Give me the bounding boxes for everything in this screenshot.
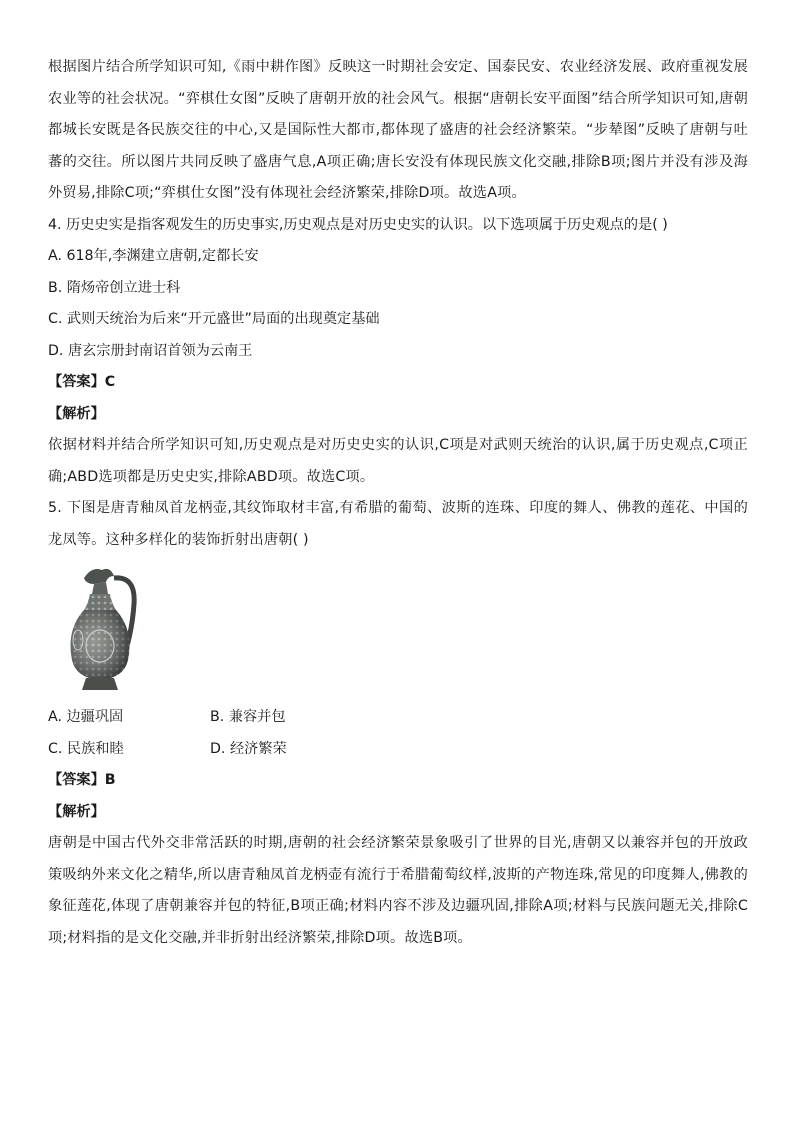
q5-answer: 【答案】B xyxy=(48,772,116,788)
q5-options-row-1 xyxy=(48,702,748,734)
q4-analysis-label: 【解析】 xyxy=(48,405,105,422)
q5-stem: 5. 下图是唐青釉凤首龙柄壶,其纹饰取材丰富,有希腊的葡萄、波斯的连珠、印度的舞人、佛教的莲花、中国的龙凤等。这种多样化的装饰折射出唐朝( ) xyxy=(48,500,748,548)
q4-answer: 【答案】C xyxy=(48,374,116,390)
q5-option-d: D. 经济繁荣 xyxy=(210,740,287,757)
document-page xyxy=(48,52,748,954)
q5-options-row-2 xyxy=(48,734,748,766)
q4-option-b: B. 隋炀帝创立进士科 xyxy=(48,279,181,296)
q5-analysis-text: 唐朝是中国古代外交非常活跃的时期,唐朝的社会经济繁荣景象吸引了世界的目光,唐朝又以兼容并包的开放政策吸纳外来文化之精华,所以唐青釉凤首龙柄壶有流行于希腊葡萄纹样,波斯的产物连珠,常见的印度舞人,佛教的象征莲花,体现了唐朝兼容并包的特征,B项正确;材料内容不涉及边疆巩固,排除A项;材料与民族问题无关,排除C项;材料指的是文化交融,并非折射出经济繁荣,排除D项。故选B项。 xyxy=(48,835,748,946)
prev-analysis-text: 根据图片结合所学知识可知,《雨中耕作图》反映这一时期社会安定、国泰民安、农业经济发展、政府重视发展农业等的社会状况。“弈棋仕女图”反映了唐朝开放的社会风气。根据“唐朝长安平面图”结合所学知识可知,唐朝都城长安既是各民族交往的中心,又是国际性大都市,都体现了盛唐的社会经济繁荣。“步辇图”反映了唐朝与吐蕃的交往。所以图片共同反映了盛唐气息,A项正确;唐长安没有体现民族文化交融,排除B项;图片并没有涉及海外贸易,排除C项;“弈棋仕女图”没有体现社会经济繁荣,排除D项。故选A项。 xyxy=(48,59,748,201)
celadon-phoenix-head-ewer-image xyxy=(54,564,150,696)
q4-option-a: A. 618年,李渊建立唐朝,定都长安 xyxy=(48,248,259,264)
q4-analysis-text: 依据材料并结合所学知识可知,历史观点是对历史史实的认识,C项是对武则天统治的认识,属于历史观点,C项正确;ABD选项都是历史史实,排除ABD项。故选C项。 xyxy=(48,437,748,485)
q4-option-d: D. 唐玄宗册封南诏首领为云南王 xyxy=(48,342,253,359)
q5-option-b: B. 兼容并包 xyxy=(210,709,286,725)
q5-option-a: A. 边疆巩固 xyxy=(48,709,124,725)
q4-option-c: C. 武则天统治为后来“开元盛世”局面的出现奠定基础 xyxy=(48,311,380,327)
q4-stem: 4. 历史史实是指客观发生的历史事实,历史观点是对历史史实的认识。以下选项属于历史观点的是( ) xyxy=(48,216,668,233)
q5-option-c: C. 民族和睦 xyxy=(48,740,124,757)
q5-analysis-label: 【解析】 xyxy=(48,803,105,820)
